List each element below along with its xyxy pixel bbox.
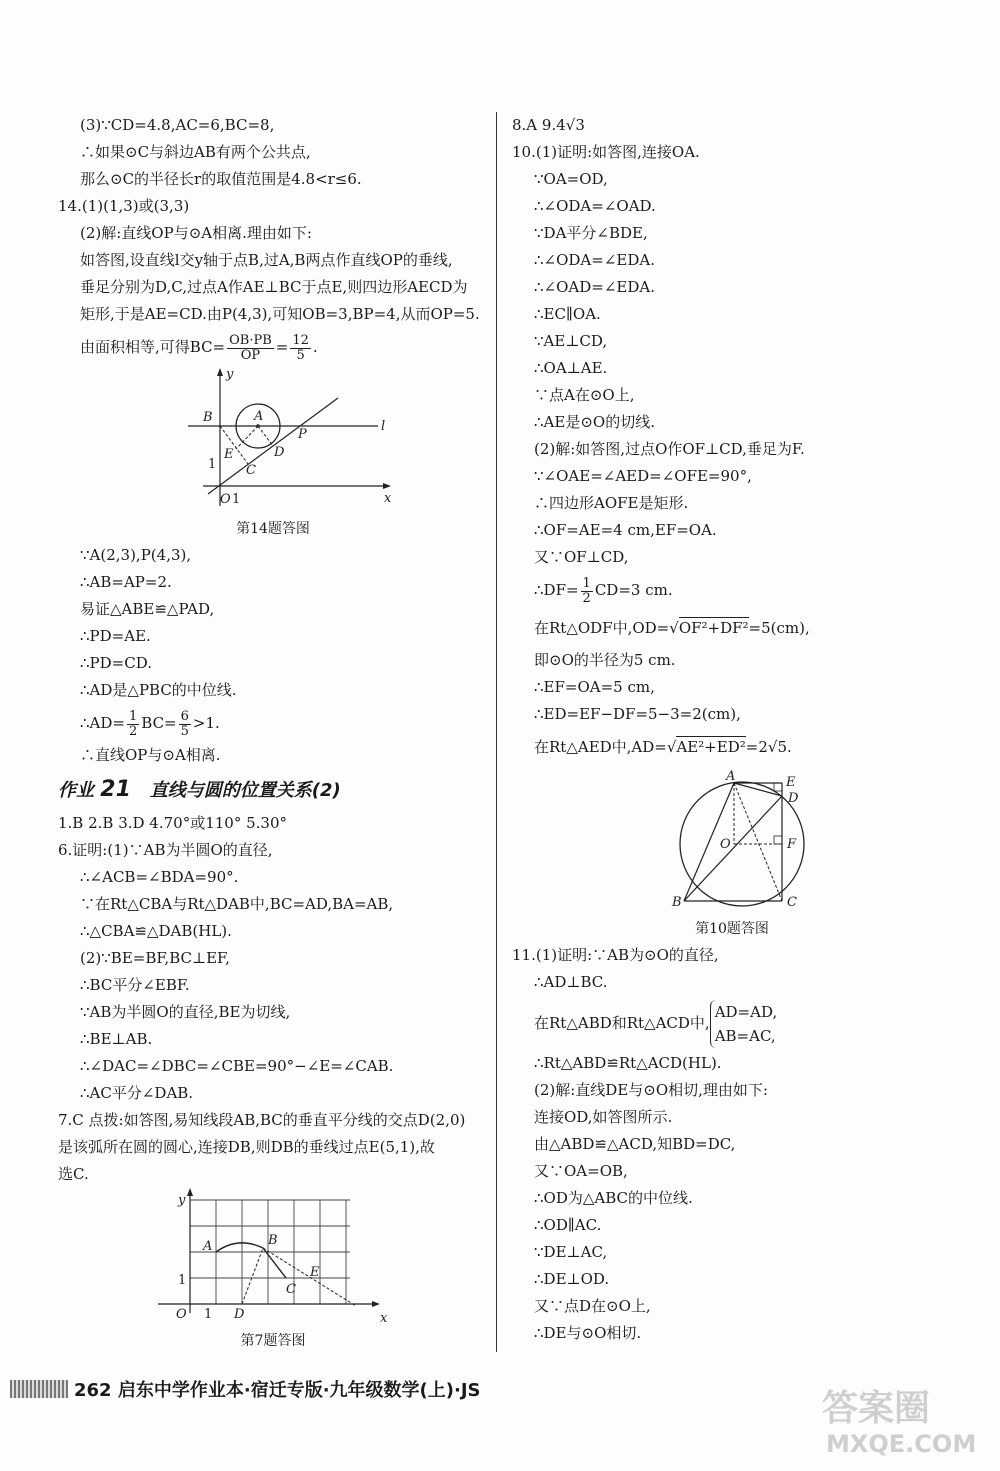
fig10-label-f: F [787,837,797,852]
fraction: $\frac{1}{2}$ [582,575,591,606]
text-line: (2)∵BE=BF,BC⊥EF, [80,949,230,967]
text-line: ∵DE⊥AC, [534,1243,608,1261]
fig7-label-c: C [286,1282,296,1297]
text-line: ∴ED=EF−DF=5−3=2(cm), [534,705,741,723]
text-line: ∵AB为半圆O的直径,BE为切线, [80,1003,291,1021]
fig10-label-e: E [786,775,796,790]
text-line: ∴DE与⊙O相切. [534,1324,642,1342]
fig7-label-1: 1 [178,1273,187,1288]
text-line: (2)解:直线OP与⊙A相离.理由如下: [80,224,312,242]
text-line: ∴DE⊥OD. [534,1270,610,1288]
fig14-label-d: D [274,445,285,460]
text-line: ∴△CBA≌△DAB(HL). [80,922,232,940]
text-line: ∴EC∥OA. [534,305,601,323]
figure-10-diagram [512,766,952,916]
text-line: ∵DA平分∠BDE, [534,224,648,242]
fig14-label-e: E [224,447,234,462]
text-line: 矩形,于是AE=CD.由P(4,3),可知OB=3,BP=4,从而OP=5. [80,305,480,323]
text-line: ∴OF=AE=4 cm,EF=OA. [534,521,717,539]
text-line: 是该弧所在圆的圆心,连接DB,则DB的垂线过点E(5,1),故 [58,1138,435,1156]
text-line: 1.B 2.B 3.D 4.70°或110° 5.30° [58,814,288,832]
text-line: ∴如果⊙C与斜边AB有两个公共点, [80,143,311,161]
text-line: ∴∠OAD=∠EDA. [534,278,655,296]
text-line: 7.C 点拨:如答图,易知线段AB,BC的垂直平分线的交点D(2,0) [58,1111,466,1129]
page-number: 262 [74,1380,112,1401]
text-line: ∴∠DAC=∠DBC=∠CBE=90°−∠E=∠CAB. [80,1057,394,1075]
text-line: ∴∠ODA=∠OAD. [534,197,656,215]
text-line: ∴OA⊥AE. [534,359,608,377]
text-line: 连接OD,如答图所示. [534,1108,673,1126]
fig7-label-y: y [178,1193,186,1208]
fig7-label-b: B [268,1233,278,1248]
text-line: ∴AC平分∠DAB. [80,1084,194,1102]
fig14-label-p: P [298,427,307,442]
system-equation: 在Rt△ABD和Rt△ACD中, AD=AD, AB=AC, [512,996,952,1050]
text-line: 又∵OA=OB, [534,1162,628,1180]
brace-system: AD=AD, AB=AC, [710,1000,778,1048]
fig7-label-1x: 1 [204,1307,213,1322]
fig14-label-o: O [220,492,231,507]
text-line: ∴Rt△ABD≌Rt△ACD(HL). [534,1054,722,1072]
text-line: ∴四边形AOFE是矩形. [534,494,689,512]
fig10-label-c: C [787,895,797,910]
section-heading: 作业 21 直线与圆的位置关系(2) [58,777,341,802]
fig7-label-e: E [310,1265,320,1280]
text-line: ∴∠ODA=∠EDA. [534,251,655,269]
text-line: ∴∠ACB=∠BDA=90°. [80,868,239,886]
text-line: 垂足分别为D,C,过点A作AE⊥BC于点E,则四边形AECD为 [80,278,468,296]
fig7-label-x: x [380,1311,388,1326]
text-line: ∵点A在⊙O上, [534,386,635,404]
fig14-label-y: y [226,367,234,382]
fig14-label-1: 1 [208,457,217,472]
text-line: ∵AE⊥CD, [534,332,608,350]
text-line: 即⊙O的半径为5 cm. [534,651,676,669]
text-line: ∴PD=AE. [80,627,151,645]
od-equation: 在Rt△ODF中,OD=√OF²+DF²=5(cm), [534,619,810,637]
text-line: 8.A 9.4√3 [512,116,585,134]
fig10-label-d: D [788,791,799,806]
fraction: $\frac{6}{5}$ [180,708,189,739]
fraction: $\frac{1}{2}$ [128,708,138,739]
fig10-label-a: A [726,769,736,784]
text-line: (3)∵CD=4.8,AC=6,BC=8, [80,116,275,134]
text-line: ∵OA=OD, [534,170,608,188]
ad-equation-right: 在Rt△AED中,AD=√AE²+ED²=2√5. [534,738,792,756]
text-line: ∴AD⊥BC. [534,973,608,991]
fraction: $\frac{OB\cdot PB}{OP}$ [229,332,272,363]
ad-equation: ∴AD= $\frac{1}{2}$ BC= $\frac{6}{5}$ >1. [80,708,220,739]
fig14-label-1x: 1 [232,492,241,507]
text-line: ∴BC平分∠EBF. [80,976,190,994]
text-line: ∴AB=AP=2. [80,573,172,591]
column-divider [496,112,497,1352]
text-line: ∴OD∥AC. [534,1216,602,1234]
footer-text [74,1376,481,1402]
text-line: 6.证明:(1)∵AB为半圆O的直径, [58,841,273,859]
text-line: 11.(1)证明:∵AB为⊙O的直径, [512,946,719,964]
df-equation: ∴DF= $\frac{1}{2}$ CD=3 cm. [534,575,673,606]
area-equation: 由面积相等,可得BC= $\frac{OB\cdot PB}{OP}$ = $\frac{12}{5}$ . [80,332,318,363]
left-column [58,112,488,1354]
text-line: ∴BE⊥AB. [80,1030,153,1048]
book-title: 启东中学作业本·宿迁专版·九年级数学(上)·JS [117,1380,481,1401]
text-line: ∴直线OP与⊙A相离. [80,746,221,764]
figure-14-caption: 第14题答图 [236,521,310,537]
text-line: 又∵点D在⊙O上, [534,1297,651,1315]
text-line: ∴AE是⊙O的切线. [534,413,655,431]
right-column [512,112,952,1347]
text-line: ∵∠OAE=∠AED=∠OFE=90°, [534,467,752,485]
text-line: 14.(1)(1,3)或(3,3) [58,197,190,215]
watermark-url: MXQE.COM [826,1430,977,1458]
fig7-label-d: D [234,1307,245,1322]
fig7-label-o: O [176,1307,187,1322]
figure-14-diagram [58,366,488,516]
text-line: 10.(1)证明:如答图,连接OA. [512,143,700,161]
figure-7-caption: 第7题答图 [240,1333,306,1349]
fraction: $\frac{12}{5}$ [292,332,309,363]
figure-10-caption: 第10题答图 [695,921,769,937]
text-line: 易证△ABE≌△PAD, [80,600,215,618]
fig14-label-b: B [203,410,213,425]
text-line: ∵在Rt△CBA与Rt△DAB中,BC=AD,BA=AB, [80,895,394,913]
text-line: 由△ABD≌△ACD,知BD=DC, [534,1135,736,1153]
fig14-label-x: x [384,491,392,506]
text-line: 如答图,设直线l交y轴于点B,过A,B两点作直线OP的垂线, [80,251,453,269]
fig14-label-c: C [246,463,256,478]
footer-bar-decoration [10,1380,68,1398]
fig10-label-b: B [672,895,682,910]
fig10-label-o: O [720,837,731,852]
fig14-label-a: A [254,409,264,424]
text-line: 又∵OF⊥CD, [534,548,629,566]
text-line: ∵A(2,3),P(4,3), [80,546,192,564]
fig14-label-l: l [381,419,386,434]
text-line: ∴PD=CD. [80,654,152,672]
text-line: ∴EF=OA=5 cm, [534,678,655,696]
text-line: 那么⊙C的半径长r的取值范围是4.8<r≤6. [80,170,362,188]
text-line: (2)解:如答图,过点O作OF⊥CD,垂足为F. [534,440,805,458]
text-line: (2)解:直线DE与⊙O相切,理由如下: [534,1081,768,1099]
text-line: 选C. [58,1165,89,1183]
text-line: ∴AD是△PBC的中位线. [80,681,237,699]
figure-7-diagram [58,1188,488,1328]
watermark-logo: 答案圈 [822,1388,931,1429]
fig7-label-a: A [203,1239,213,1254]
text-line: ∴OD为△ABC的中位线. [534,1189,693,1207]
